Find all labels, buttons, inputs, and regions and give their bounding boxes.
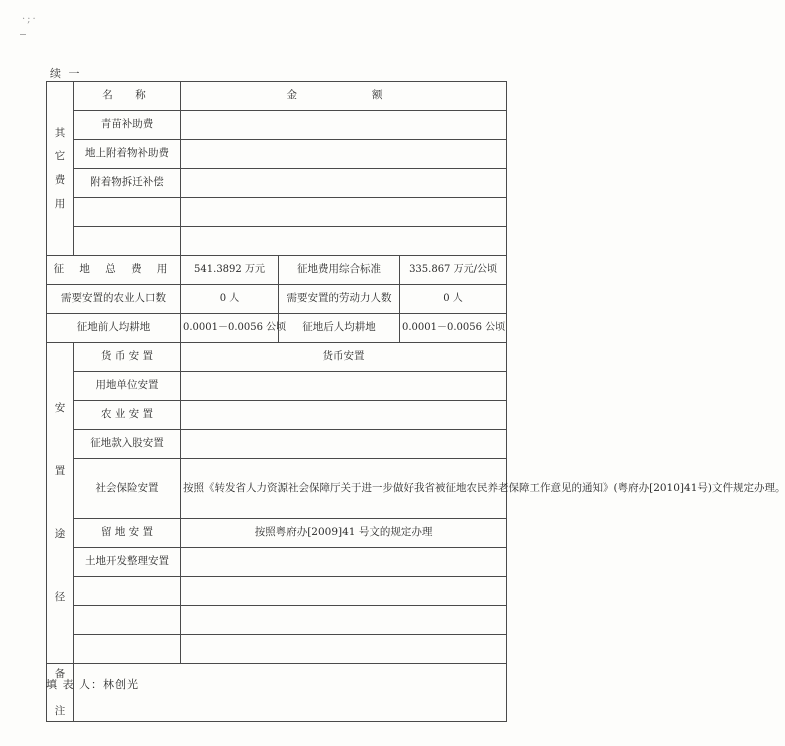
total-cost-label: 征 地 总 费 用 (47, 256, 181, 285)
resettlement-method-content: 按照《转发省人力资源社会保障厅关于进一步做好我省被征地农民养老保障工作意见的通知》(粤府办[2010]41号)文件规定办理。 (181, 459, 507, 519)
agri-population-label: 需要安置的农业人口数 (47, 285, 181, 314)
resettlement-method-content (181, 430, 507, 459)
resettlement-method-content: 货币安置 (181, 343, 507, 372)
resettlement-method-content (181, 401, 507, 430)
resettlement-row (47, 548, 507, 577)
cost-standard-label: 征地费用综合标准 (279, 256, 400, 285)
form-filler-name: 林创光 (103, 678, 139, 691)
fee-item-label: 附着物拆迁补偿 (74, 169, 181, 198)
other-fees-section-label: 其 它 费 用 (47, 82, 74, 256)
remarks-content (74, 664, 507, 722)
resettlement-row-empty (47, 577, 507, 606)
resettlement-method-label: 征地款入股安置 (74, 430, 181, 459)
scan-dash (20, 34, 26, 35)
total-cost-value: 541.3892 万元 (181, 256, 279, 285)
resettlement-section-label: 安 置 途 径 (47, 343, 74, 664)
fee-item-amount (181, 140, 507, 169)
col-name-header: 名 称 (74, 82, 181, 111)
population-row (47, 285, 507, 314)
resettlement-row (47, 343, 507, 372)
remarks-label: 备 注 (47, 664, 74, 722)
fee-row-empty (47, 198, 507, 227)
col-amount-header: 金 额 (181, 82, 507, 111)
resettlement-method-label: 土地开发整理安置 (74, 548, 181, 577)
form-filler-label: 填 表 人： (46, 678, 103, 691)
fee-item-label: 青苗补助费 (74, 111, 181, 140)
cost-standard-value: 335.867 万元/公顷 (400, 256, 507, 285)
resettlement-method-label: 货 币 安 置 (74, 343, 181, 372)
fee-item-amount (181, 169, 507, 198)
resettlement-row (47, 430, 507, 459)
resettlement-method-content (181, 548, 507, 577)
resettlement-row (47, 519, 507, 548)
resettlement-method-label: 农 业 安 置 (74, 401, 181, 430)
fee-row (47, 111, 507, 140)
labor-count-value: 0 人 (400, 285, 507, 314)
resettlement-method-label: 用地单位安置 (74, 372, 181, 401)
farmland-before-value: 0.0001－0.0056 公顷 (181, 314, 279, 343)
farmland-before-label: 征地前人均耕地 (47, 314, 181, 343)
resettlement-row (47, 459, 507, 519)
agri-population-value: 0 人 (181, 285, 279, 314)
other-fees-header-row (47, 82, 507, 111)
total-cost-row (47, 256, 507, 285)
fee-row (47, 140, 507, 169)
resettlement-method-label: 社会保险安置 (74, 459, 181, 519)
resettlement-row-empty (47, 635, 507, 664)
farmland-row (47, 314, 507, 343)
resettlement-row-empty (47, 606, 507, 635)
resettlement-method-label: 留 地 安 置 (74, 519, 181, 548)
fee-item-amount (181, 111, 507, 140)
fee-row (47, 169, 507, 198)
form-filler (46, 676, 139, 692)
scan-mark: ·;· (22, 14, 38, 25)
resettlement-method-content (181, 372, 507, 401)
land-acquisition-form (46, 81, 785, 722)
labor-count-label: 需要安置的劳动力人数 (279, 285, 400, 314)
resettlement-method-content: 按照粤府办[2009]41 号文的规定办理 (181, 519, 507, 548)
fee-row-empty (47, 227, 507, 256)
farmland-after-label: 征地后人均耕地 (279, 314, 400, 343)
farmland-after-value: 0.0001－0.0056 公顷 (400, 314, 507, 343)
resettlement-row (47, 401, 507, 430)
remarks-row (47, 664, 507, 722)
continued-label: 续 一 (50, 67, 82, 80)
fee-item-label: 地上附着物补助费 (74, 140, 181, 169)
resettlement-row (47, 372, 507, 401)
